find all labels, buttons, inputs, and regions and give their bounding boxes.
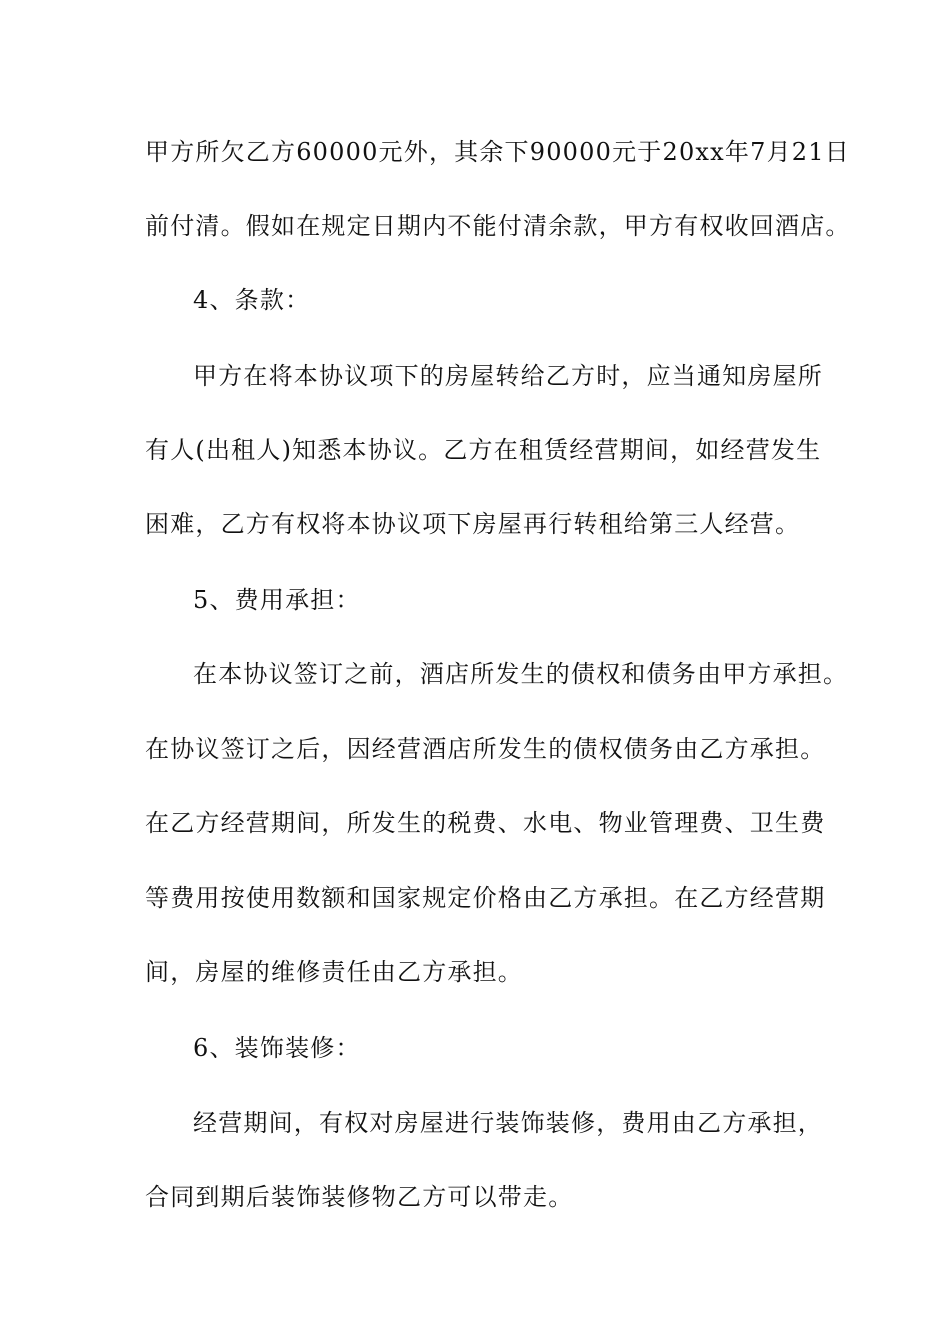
paragraph-line: 有人(出租人)知悉本协议。乙方在租赁经营期间，如经营发生 (145, 436, 822, 464)
paragraph-line: 在协议签订之后，因经营酒店所发生的债权债务由乙方承担。 (145, 735, 826, 763)
paragraph-line: 在本协议签订之前，酒店所发生的债权和债务由甲方承担。 (193, 660, 849, 688)
paragraph-line: 合同到期后装饰装修物乙方可以带走。 (145, 1183, 574, 1211)
paragraph-line: 困难，乙方有权将本协议项下房屋再行转租给第三人经营。 (145, 510, 801, 538)
paragraph-line: 经营期间，有权对房屋进行装饰装修，费用由乙方承担， (193, 1109, 823, 1137)
section-heading-decoration: 6、装饰装修： (193, 1034, 361, 1062)
paragraph-line: 前付清。假如在规定日期内不能付清余款，甲方有权收回酒店。 (145, 212, 851, 240)
paragraph-line: 甲方所欠乙方60000元外，其余下90000元于20xx年7月21日 (145, 138, 850, 166)
paragraph-line: 等费用按使用数额和国家规定价格由乙方承担。在乙方经营期 (145, 884, 826, 912)
paragraph-line: 间，房屋的维修责任由乙方承担。 (145, 958, 523, 986)
paragraph-line: 甲方在将本协议项下的房屋转给乙方时，应当通知房屋所 (193, 362, 823, 390)
section-heading-terms: 4、条款： (193, 286, 311, 314)
section-heading-costs: 5、费用承担： (193, 586, 361, 614)
paragraph-line: 在乙方经营期间，所发生的税费、水电、物业管理费、卫生费 (145, 809, 826, 837)
